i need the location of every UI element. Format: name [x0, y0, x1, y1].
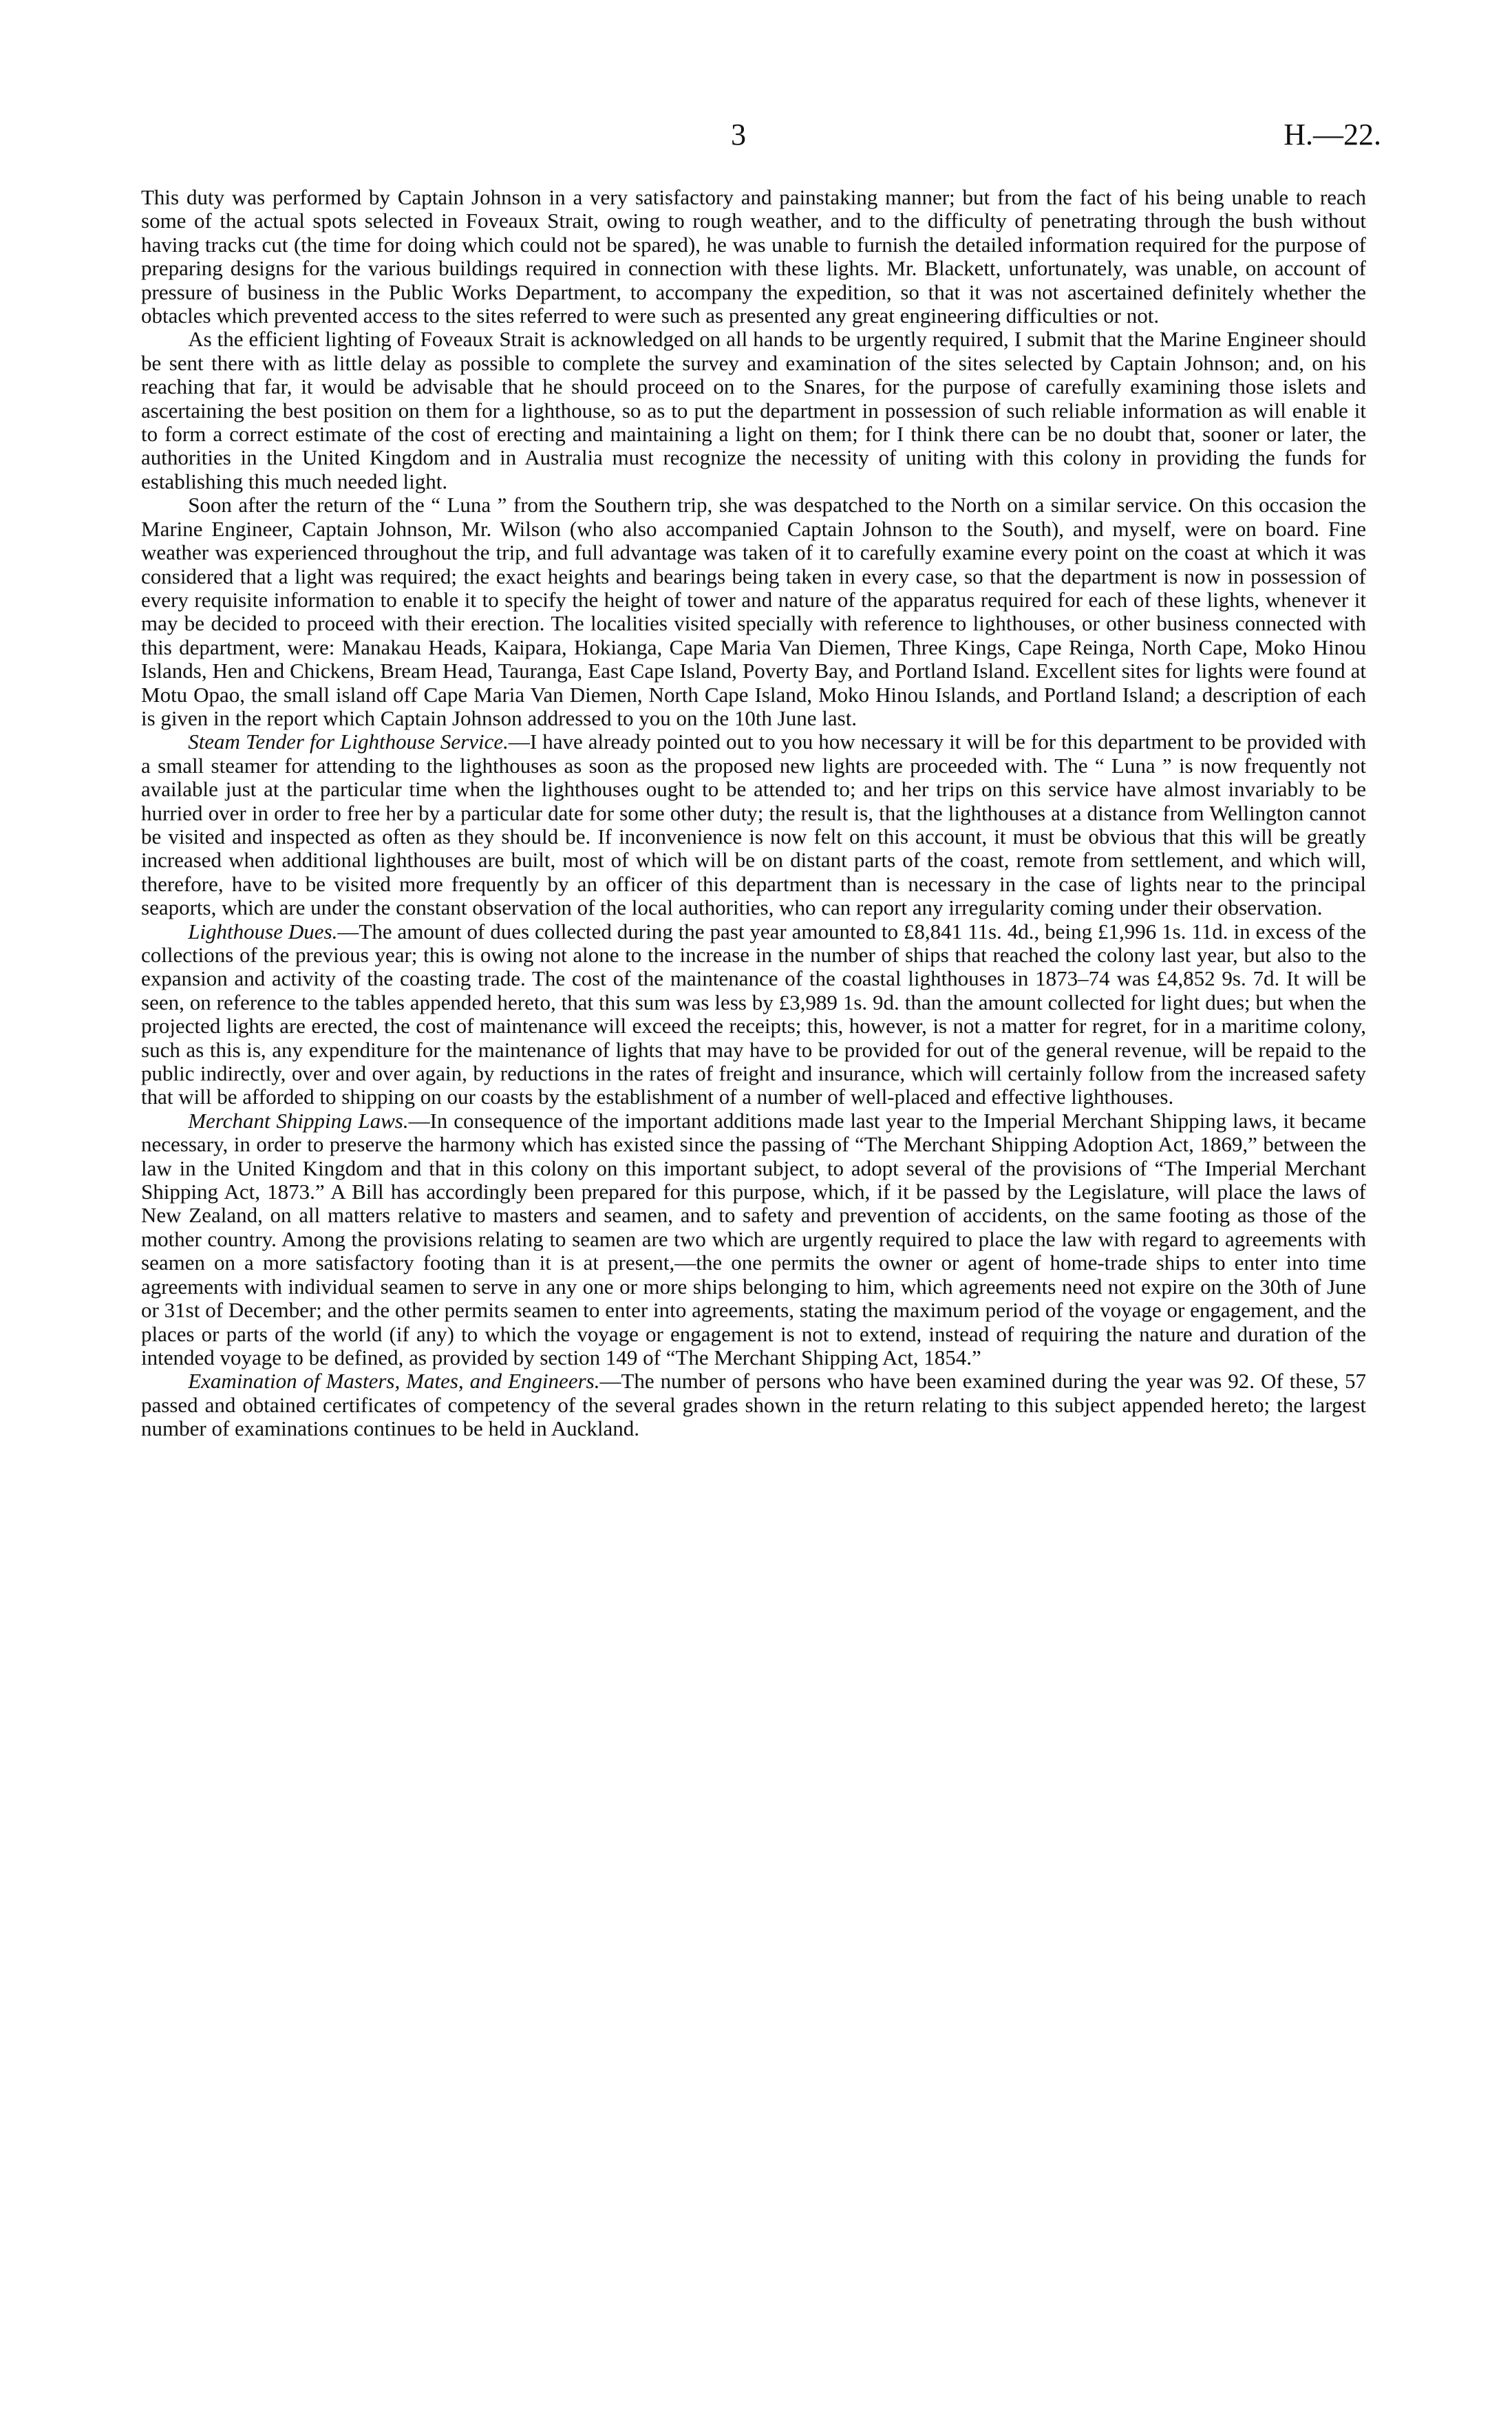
section-heading: Lighthouse Dues.	[188, 919, 338, 944]
document-reference: H.—22.	[1284, 118, 1381, 151]
paragraph-text: —I have already pointed out to you how necessary it will be for this department to be provided with a small steamer for attending to the lighthouses as soon as the proposed new lights are proceeded with. The “ Luna ” is now frequently not available just at the particular time when the lighthouses ought to be attended to; and her trips on this service have almost invariably to be hurried over in order to free her by a particular date for some other duty; the result is, that the lighthouses at a distance from Wellington cannot be visited and inspected as often as they should be. If inconvenience is now felt on this account, it must be obvious that this will be greatly increased when additional lighthouses are built, most of which will be on distant parts of the coast, remote from settlement, and which will, therefore, have to be visited more frequently by an officer of this department than is necessary in the case of lights near to the principal seaports, which are under the constant observation of the local authorities, who can report any irregularity coming under their observation.	[141, 729, 1366, 920]
page-header	[0, 117, 1512, 158]
paragraph-text: —The amount of dues collected during the past year amounted to £8,841 11s. 4d., being £1,996 1s. 11d. in excess of the collections of the previous year; this is owing not alone to the increase in the number of ships that reached the colony last year, but also to the expansion and activity of the coasting trade. The cost of the maintenance of the coastal lighthouses in 1873–74 was £4,852 9s. 7d. It will be seen, on reference to the tables appended hereto, that this sum was less by £3,989 1s. 9d. than the amount collected for light dues; but when the projected lights are erected, the cost of maintenance will exceed the receipts; this, however, is not a matter for regret, for in a maritime colony, such as this is, any expenditure for the maintenance of lights that may have to be provided for out of the general revenue, will be repaid to the public indirectly, over and over again, by reductions in the rates of freight and insurance, which will certainly follow from the increased safety that will be afforded to shipping on our coasts by the establishment of a number of well-placed and effective lighthouses.	[141, 919, 1367, 1109]
body-text	[141, 186, 1366, 1441]
paragraph-text: —In consequence of the important additions made last year to the Imperial Merchant Shipping laws, it became necessary, in order to preserve the harmony which has existed since the passing of “The Merchant Shipping Adoption Act, 1869,” between the law in the United Kingdom and that in this colony on this important subject, to adopt several of the provisions of “The Imperial Merchant Shipping Act, 1873.” A Bill has accordingly been prepared for this purpose, which, if it be passed by the Legislature, will place the laws of New Zealand, on all matters relative to masters and seamen, and to safety and prevention of accidents, on the same footing as those of the mother country. Among the provisions relating to seamen are two which are urgently required to place the law with regard to agreements with seamen on a more satisfactory footing than it is at present,—the one permits the owner or agent of home-trade ships to enter into time agreements with individual seamen to serve in any one or more ships belonging to him, which agreements need not expire on the 30th of June or 31st of December; and the other permits seamen to enter into agreements, stating the maximum period of the voyage or engagement, and the places or parts of the world (if any) to which the voyage or engagement is not to extend, instead of requiring the nature and duration of the intended voyage to be defined, as provided by section 149 of “The Merchant Shipping Act, 1854.”	[141, 1108, 1366, 1369]
paragraph-steam-tender	[141, 730, 1366, 919]
paragraph-text: This duty was performed by Captain Johnson in a very satisfactory and painstaking manner; but from the fact of his being unable to reach some of the actual spots selected in Foveaux Strait, owing to rough weather, and to the difficulty of penetrating through the bush without having tracks cut (the time for doing which could not be spared), he was unable to furnish the detailed information required for the purpose of preparing designs for the various buildings required in connection with these lights. Mr. Blackett, unfortunately, was unable, on account of pressure of business in the Public Works Department, to accompany the expedition, so that it was not ascertained definitely whether the obtacles which prevented access to the sites referred to were such as presented any great engineering difficulties or not.	[141, 185, 1366, 328]
section-heading: Steam Tender for Lighthouse Service.	[188, 729, 509, 754]
section-heading: Merchant Shipping Laws.	[188, 1108, 409, 1133]
paragraph-merchant-shipping-laws	[141, 1109, 1366, 1369]
paragraph-text: As the efficient lighting of Foveaux Strait is acknowledged on all hands to be urgently required, I submit that the Marine Engineer should be sent there with as little delay as possible to complete the survey and examination of the sites selected by Captain Johnson; and, on his reaching that far, it would be advisable that he should proceed on to the Snares, for the purpose of carefully examining those islets and ascertaining the best position on them for a lighthouse, so as to put the department in possession of such reliable information as will enable it to form a correct estimate of the cost of erecting and maintaining a light on them; for I think there can be no doubt that, sooner or later, the authorities in the United Kingdom and in Australia must recognize the necessity of uniting with this colony in providing the funds for establishing this much needed light.	[141, 327, 1366, 493]
paragraph-survey-foveaux	[141, 186, 1366, 328]
paragraph-lighthouse-dues	[141, 920, 1366, 1109]
paragraph-foveaux-lighting	[141, 328, 1366, 493]
page-number: 3	[731, 118, 746, 151]
paragraph-text: Soon after the return of the “ Luna ” from the Southern trip, she was despatched to the North on a similar service. On this occasion the Marine Engineer, Captain Johnson, Mr. Wilson (who also accompanied Captain Johnson to the South), and myself, were on board. Fine weather was experienced throughout the trip, and full advantage was taken of it to carefully examine every point on the coast at which it was considered that a light was required; the exact heights and bearings being taken in every case, so that the department is now in possession of every requisite information to enable it to specify the height of tower and nature of the apparatus required for each of these lights, whenever it may be decided to proceed with their erection. The localities visited specially with reference to lighthouses, or other business connected with this department, were: Manakau Heads, Kaipara, Hokianga, Cape Maria Van Diemen, Three Kings, Cape Reinga, North Cape, Moko Hinou Islands, Hen and Chickens, Bream Head, Tauranga, East Cape Island, Poverty Bay, and Portland Island. Excellent sites for lights were found at Motu Opao, the small island off Cape Maria Van Diemen, North Cape Island, Moko Hinou Islands, and Portland Island; a description of each is given in the report which Captain Johnson addressed to you on the 10th June last.	[141, 493, 1366, 730]
paragraph-north-trip	[141, 493, 1366, 730]
paragraph-text: —The number of persons who have been examined during the year was 92. Of these, 57 passed and obtained certificates of competency of the several grades shown in the return relating to this subject appended hereto; the largest number of examinations continues to be held in Auckland.	[141, 1369, 1366, 1441]
section-heading: Examination of Masters, Mates, and Engineers.	[188, 1369, 600, 1394]
paragraph-examination	[141, 1369, 1366, 1440]
